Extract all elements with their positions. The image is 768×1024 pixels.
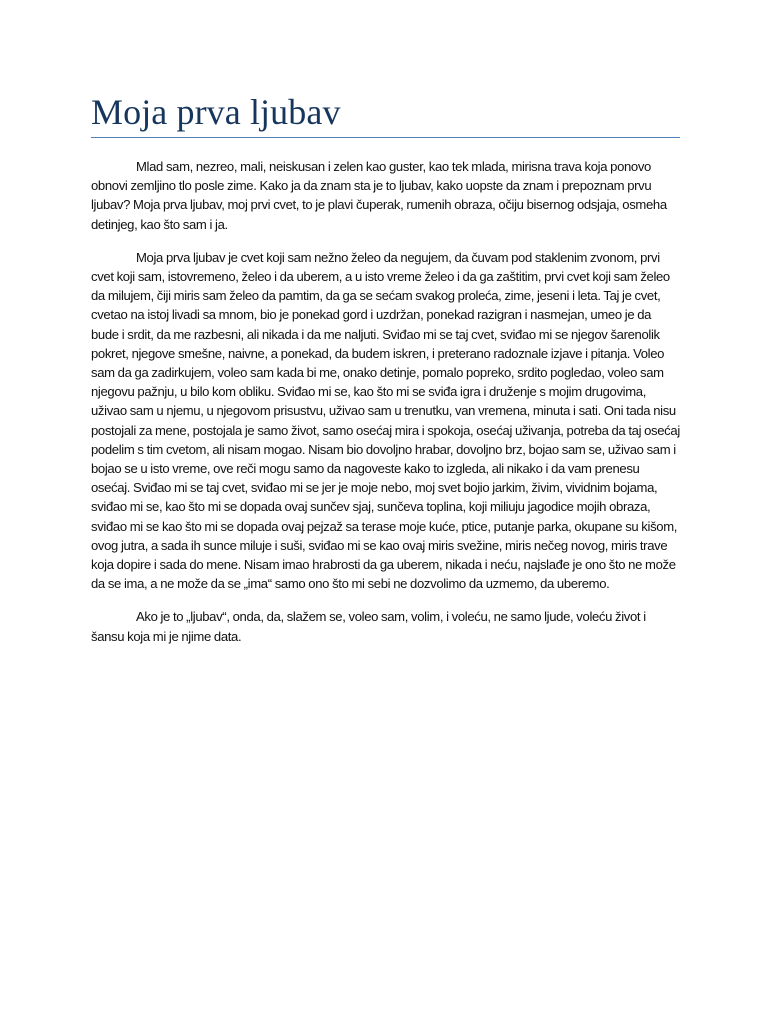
title-underline bbox=[91, 137, 680, 138]
paragraph-3: Ako je to „ljubav“, onda, da, slažem se, voleo sam, volim, i voleću, ne samo ljude, voleću život i šansu koja mi je njime data. bbox=[91, 609, 646, 644]
document-body bbox=[91, 157, 680, 660]
document-title: Moja prva ljubav bbox=[91, 92, 341, 132]
paragraph-2: Moja prva ljubav je cvet koji sam nežno želeo da negujem, da čuvam pod staklenim zvonom, prvi cvet koji sam, istovremeno, želeo i da uberem, a u isto vreme želeo i da ga zaštitim, prvi cvet koji sam želeo da milujem, čiji miris sam želeo da pamtim, da ga se sećam svakog proleća, zime, jeseni i leta. Taj je cvet, cvetao na istoj livadi sa mnom, bio je ponekad gord i uzdržan, ponekad razigran i nasmejan, umeo je da bude i srdit, da me razbesni, ali nikada i da me naljuti. Sviđao mi se taj cvet, sviđao mi se njegov šarenolik pokret, njegove smešne, naivne, a ponekad, da budem iskren, i preterano radoznale izjave i pitanja. Voleo sam da ga zadirkujem, voleo sam kada bi me, onako detinje, pomalo popreko, srdito pogledao, voleo sam njegovu pažnju, u bilo kom obliku. Sviđao mi se, kao što mi se sviđa igra i druženje s mojim drugovima, uživao sam u njemu, u njegovom prisustvu, uživao sam u trenutku, van vremena, minuta i sati. Oni tada nisu postojali za mene, postojala je samo život, samo osećaj mira i spokoja, osećaj uživanja, potreba da taj osećaj podelim s tim cvetom, ali nisam mogao. Nisam bio dovoljno hrabar, dovoljno brz, bojao sam se, uživao sam i bojao se u isto vreme, ove reči mogu samo da nagoveste kako to izgleda, ali nikako i da vam prenesu osećaj. Sviđao mi se taj cvet, sviđao mi se jer je moje nebo, moj svet bojio jarkim, živim, vividnim bojama, sviđao mi se, kao što mi se dopada ovaj sunčev sjaj, sunčeva toplina, koji miliuju jagodice mojih obraza, sviđao mi se kao što mi se dopada ovaj pejzaž sa terase moje kuće, ptice, putanje parka, okupane su kišom, ovog jutra, a sada ih sunce miluje i suši, sviđao mi se kao ovaj miris svežine, miris nečeg novog, miris trave koja dopire i sada do mene. Nisam imao hrabrosti da ga uberem, nikada i neću, najslađe je ono što ne može da se ima, a ne može da se „ima“ samo ono što mi sebi ne dozvolimo da uzmemo, da uberemo. bbox=[91, 249, 680, 592]
paragraph-1: Mlad sam, nezreo, mali, neiskusan i zelen kao guster, kao tek mlada, mirisna trava koja ponovo obnovi zemljino tlo posle zime. Kako ja da znam sta je to ljubav, kako uopste da znam i prepoznam prvu ljubav? Moja prva ljubav, moj prvi cvet, to je plavi čuperak, rumenih obraza, očiju bisernog odsjaja, osmeha detinjeg, kao što sam i ja. bbox=[91, 159, 667, 232]
